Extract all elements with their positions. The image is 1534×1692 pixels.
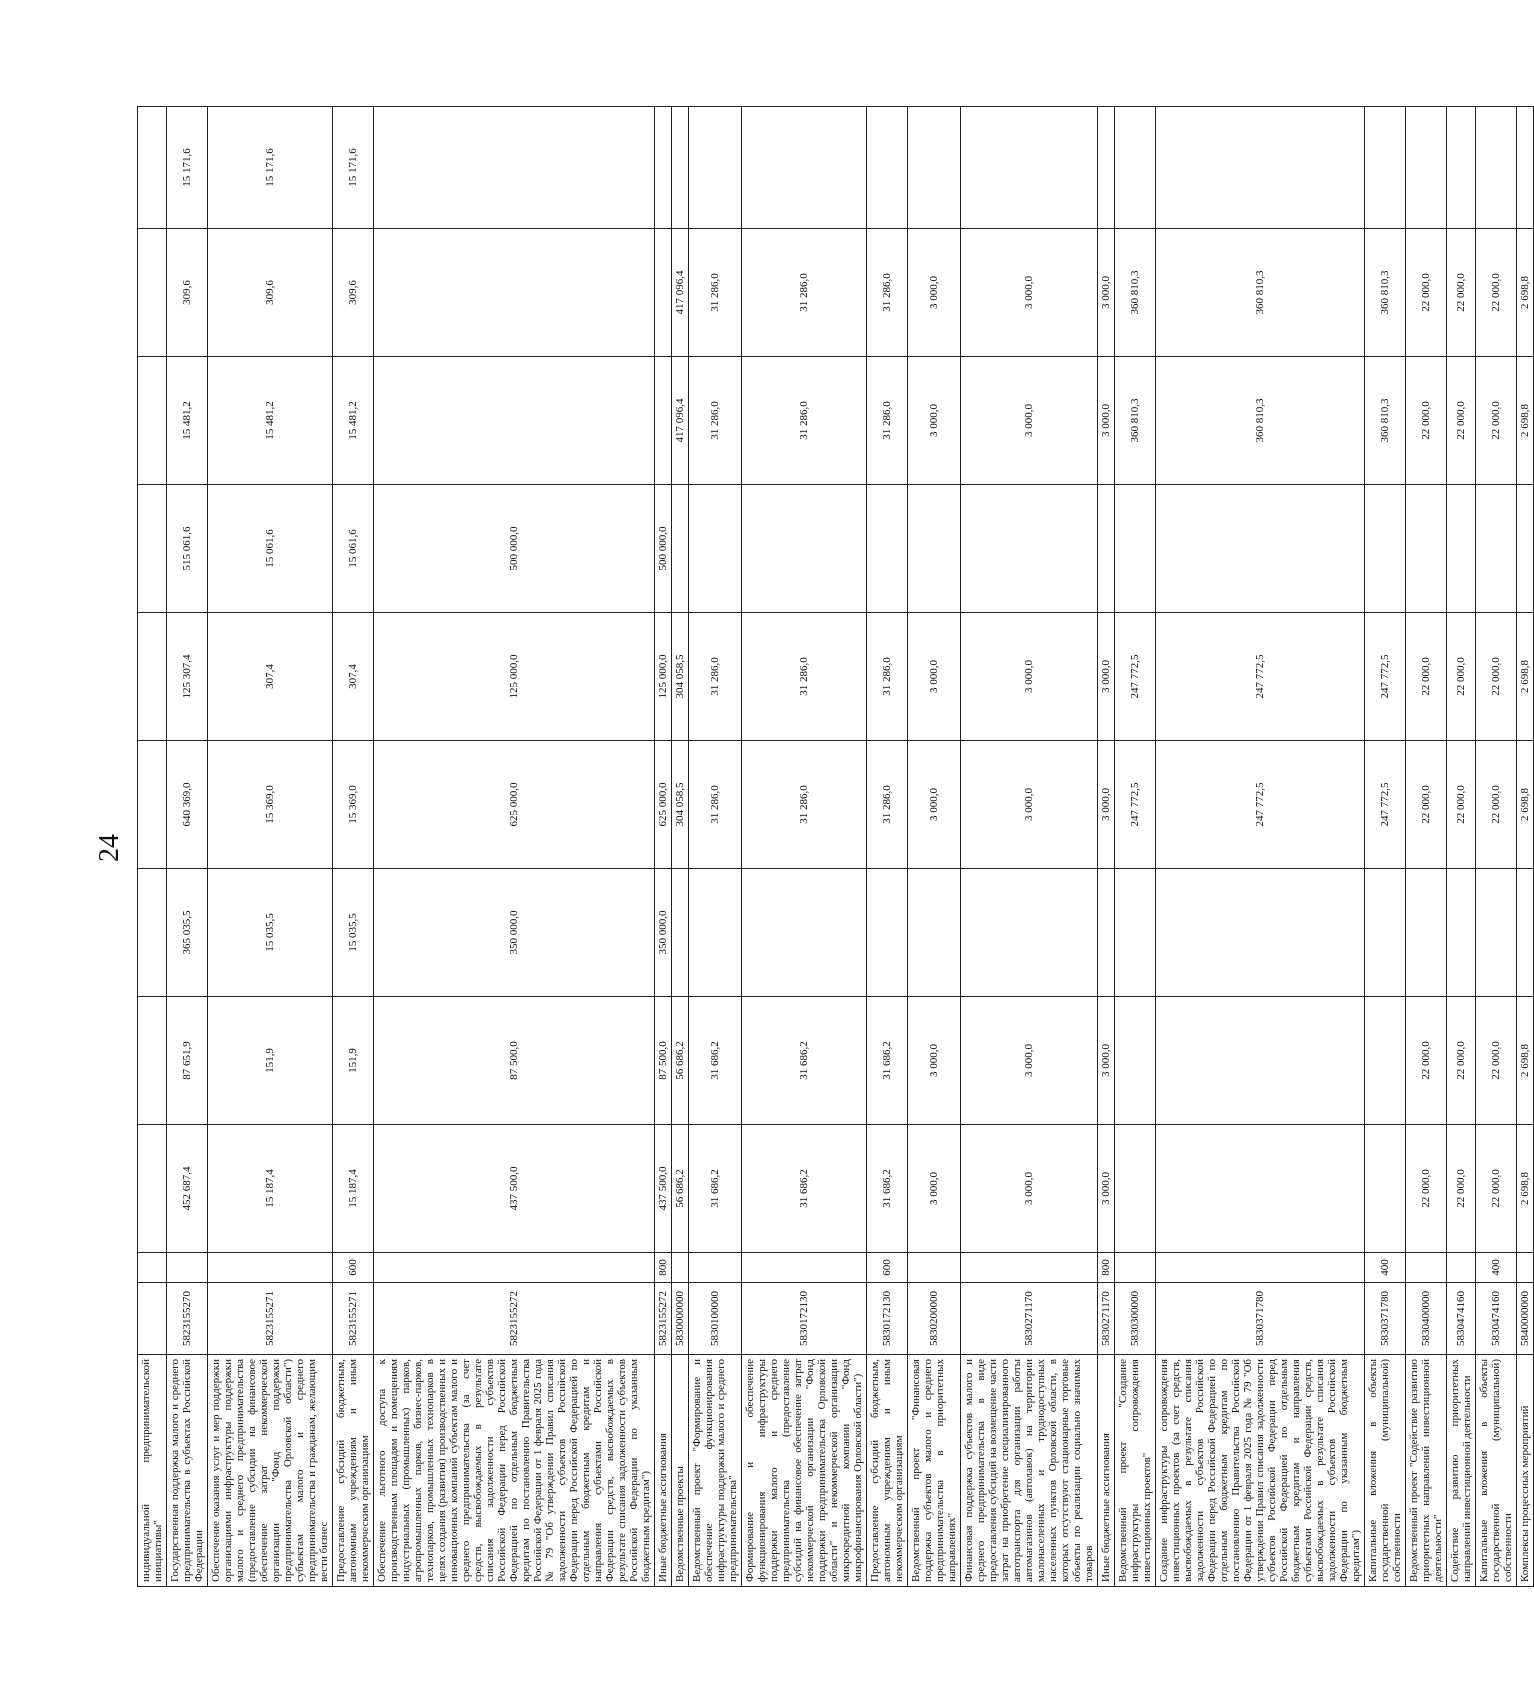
page-number: 24 bbox=[94, 834, 125, 862]
amount-cell: 15 171,6 bbox=[167, 107, 208, 229]
target-article-code-cell: 5830271170 bbox=[961, 1283, 1098, 1355]
target-article-code-cell: 5830172130 bbox=[867, 1283, 908, 1355]
amount-cell: 625 000,0 bbox=[374, 741, 655, 869]
amount-cell: 3 000,0 bbox=[1098, 997, 1115, 1125]
amount-cell: 365 035,5 bbox=[167, 869, 208, 997]
amount-cell bbox=[138, 613, 167, 741]
table-body bbox=[138, 107, 1534, 1587]
amount-cell: 22 000,0 bbox=[1406, 357, 1447, 485]
expense-type-cell bbox=[1156, 1253, 1365, 1283]
amount-cell: 304 058,5 bbox=[672, 741, 689, 869]
table-row bbox=[1156, 107, 1365, 1587]
amount-cell bbox=[1447, 107, 1476, 229]
amount-cell bbox=[655, 229, 672, 357]
expense-type-cell bbox=[672, 1253, 689, 1283]
amount-cell: 31 286,0 bbox=[689, 741, 742, 869]
amount-cell bbox=[1406, 869, 1447, 997]
amount-cell bbox=[1365, 997, 1406, 1125]
amount-cell bbox=[1476, 107, 1517, 229]
amount-cell: 3 000,0 bbox=[1098, 613, 1115, 741]
expense-type-cell: 800 bbox=[655, 1253, 672, 1283]
amount-cell: 31 286,0 bbox=[742, 229, 867, 357]
amount-cell: 515 061,6 bbox=[167, 485, 208, 613]
amount-cell: 31 286,0 bbox=[867, 741, 908, 869]
amount-cell bbox=[138, 997, 167, 1125]
amount-cell bbox=[1115, 485, 1156, 613]
amount-cell: 22 000,0 bbox=[1476, 357, 1517, 485]
amount-cell bbox=[374, 357, 655, 485]
amount-cell: 2 698,8 bbox=[1517, 1125, 1534, 1253]
table-row bbox=[167, 107, 208, 1587]
amount-cell bbox=[1447, 869, 1476, 997]
amount-cell bbox=[961, 869, 1098, 997]
amount-cell bbox=[1365, 107, 1406, 229]
amount-cell: 3 000,0 bbox=[1098, 1125, 1115, 1253]
amount-cell bbox=[1156, 1125, 1365, 1253]
amount-cell: 3 000,0 bbox=[961, 357, 1098, 485]
amount-cell: 3 000,0 bbox=[908, 613, 961, 741]
row-name-cell: Ведомственный проект "Финансовая поддержка субъектов малого и среднего предпринимательства в приоритетных направлениях" bbox=[908, 1355, 961, 1587]
amount-cell bbox=[742, 107, 867, 229]
amount-cell: 31 286,0 bbox=[867, 613, 908, 741]
amount-cell: 3 000,0 bbox=[961, 613, 1098, 741]
target-article-code-cell: 5830200000 bbox=[908, 1283, 961, 1355]
table-row bbox=[1365, 107, 1406, 1587]
row-name-cell: Формирование и обеспечение функционирования инфраструктуры поддержки малого и среднего предпринимательства (предоставление субсидий на финансовое обеспечение затрат некоммерческой организации "Фонд поддержки предпринимательства Орловской области" и некоммерческой организации микрокредитной компании "Фонд микрофинансирования Орловской области") bbox=[742, 1355, 867, 1587]
amount-cell: 2 698,8 bbox=[1517, 357, 1534, 485]
amount-cell bbox=[908, 485, 961, 613]
amount-cell: 3 000,0 bbox=[1098, 741, 1115, 869]
table-row bbox=[867, 107, 908, 1587]
rotated-table-container bbox=[137, 107, 1531, 1587]
table-row bbox=[655, 107, 672, 1587]
row-name-cell: Обеспечение оказания услуг и мер поддержки организациями инфраструктуры поддержки малого и среднего предпринимательства (предоставление субсидии на финансовое обеспечение затрат некоммерческой организации "Фонд поддержки предпринимательства Орловской области") субъектам малого и среднего предпринимательства и гражданам, желающим вести бизнес bbox=[208, 1355, 333, 1587]
amount-cell: 3 000,0 bbox=[961, 997, 1098, 1125]
amount-cell: 15 035,5 bbox=[208, 869, 333, 997]
target-article-code-cell: 5823155272 bbox=[655, 1283, 672, 1355]
amount-cell: 3 000,0 bbox=[908, 1125, 961, 1253]
amount-cell: 22 000,0 bbox=[1406, 741, 1447, 869]
target-article-code-cell: 5823155270 bbox=[167, 1283, 208, 1355]
amount-cell: 15 171,6 bbox=[333, 107, 374, 229]
amount-cell: 125 000,0 bbox=[655, 613, 672, 741]
expense-type-cell bbox=[908, 1253, 961, 1283]
amount-cell: 87 651,9 bbox=[167, 997, 208, 1125]
amount-cell bbox=[1115, 997, 1156, 1125]
amount-cell: 3 000,0 bbox=[908, 997, 961, 1125]
amount-cell: 500 000,0 bbox=[655, 485, 672, 613]
amount-cell: 247 772,5 bbox=[1115, 613, 1156, 741]
amount-cell: 437 500,0 bbox=[655, 1125, 672, 1253]
amount-cell: 15 187,4 bbox=[333, 1125, 374, 1253]
table-row bbox=[1115, 107, 1156, 1587]
amount-cell: 15 035,5 bbox=[333, 869, 374, 997]
row-name-cell: Обеспечение льготного доступа к производственным площадям и помещениям индустриальных (промышленных) парков, агропромышленных парков, бизнес-парков, технопарков, промышленных технопарков в целях создания (развития) производственных и инновационных компаний субъектам малого и среднего предпринимательства (за счет средств, высвобождаемых в результате списания задолженности субъектов Российской Федерации перед Российской Федерацией по отдельным бюджетным кредитам по постановлению Правительства Российской Федерации от 1 февраля 2025 года № 79 "Об утверждении Правил списания задолженности субъектов Российской Федерации перед Российской Федерацией по отдельным бюджетным кредитам и направления субъектами Российской Федерации средств, высвобождаемых в результате списания задолженности субъектов Российской Федерации по указанным бюджетным кредитам") bbox=[374, 1355, 655, 1587]
target-article-code-cell: 5823155271 bbox=[208, 1283, 333, 1355]
amount-cell bbox=[1098, 869, 1115, 997]
amount-cell: 452 687,4 bbox=[167, 1125, 208, 1253]
amount-cell: 31 286,0 bbox=[689, 613, 742, 741]
amount-cell: 87 500,0 bbox=[655, 997, 672, 1125]
amount-cell bbox=[1156, 107, 1365, 229]
amount-cell bbox=[689, 107, 742, 229]
target-article-code-cell bbox=[138, 1283, 167, 1355]
expense-type-cell bbox=[208, 1253, 333, 1283]
amount-cell: 56 686,2 bbox=[672, 997, 689, 1125]
target-article-code-cell: 5830172130 bbox=[742, 1283, 867, 1355]
expense-type-cell: 800 bbox=[1098, 1253, 1115, 1283]
expense-type-cell bbox=[1115, 1253, 1156, 1283]
row-name-cell: Финансовая поддержка субъектов малого и среднего предпринимательства в виде предоставления субсидий на возмещение части затрат на приобретение специализированного автотранспорта для организации работы автомагазинов (автолавок) на территории малонаселенных и труднодоступных населенных пунктов Орловской области, в которых отсутствуют стационарные торговые объекты по реализации социально значимых товаров bbox=[961, 1355, 1098, 1587]
row-name-cell: Капитальные вложения в объекты государственной (муниципальной) собственности bbox=[1476, 1355, 1517, 1587]
amount-cell: 31 286,0 bbox=[689, 357, 742, 485]
amount-cell bbox=[655, 357, 672, 485]
target-article-code-cell: 5823155272 bbox=[374, 1283, 655, 1355]
target-article-code-cell: 5830271170 bbox=[1098, 1283, 1115, 1355]
amount-cell: 125 000,0 bbox=[374, 613, 655, 741]
amount-cell: 3 000,0 bbox=[961, 1125, 1098, 1253]
target-article-code-cell: 5830474160 bbox=[1447, 1283, 1476, 1355]
amount-cell bbox=[867, 485, 908, 613]
amount-cell: 22 000,0 bbox=[1447, 741, 1476, 869]
amount-cell: 31 686,2 bbox=[689, 997, 742, 1125]
amount-cell: 360 810,3 bbox=[1156, 357, 1365, 485]
amount-cell bbox=[1115, 869, 1156, 997]
table-row bbox=[1098, 107, 1115, 1587]
amount-cell bbox=[138, 229, 167, 357]
amount-cell bbox=[1406, 485, 1447, 613]
amount-cell: 22 000,0 bbox=[1447, 613, 1476, 741]
amount-cell bbox=[138, 1125, 167, 1253]
amount-cell bbox=[138, 869, 167, 997]
amount-cell: 15 187,4 bbox=[208, 1125, 333, 1253]
amount-cell: 31 286,0 bbox=[689, 229, 742, 357]
amount-cell: 2 698,8 bbox=[1517, 997, 1534, 1125]
table-row bbox=[742, 107, 867, 1587]
amount-cell: 22 000,0 bbox=[1476, 229, 1517, 357]
amount-cell: 307,4 bbox=[208, 613, 333, 741]
table-row bbox=[208, 107, 333, 1587]
budget-table bbox=[137, 106, 1534, 1587]
amount-cell bbox=[1156, 997, 1365, 1125]
expense-type-cell: 400 bbox=[1476, 1253, 1517, 1283]
amount-cell: 31 686,2 bbox=[867, 997, 908, 1125]
amount-cell bbox=[908, 869, 961, 997]
amount-cell bbox=[1406, 107, 1447, 229]
amount-cell bbox=[672, 107, 689, 229]
table-row bbox=[333, 107, 374, 1587]
expense-type-cell bbox=[742, 1253, 867, 1283]
target-article-code-cell: 5823155271 bbox=[333, 1283, 374, 1355]
amount-cell: 360 810,3 bbox=[1365, 357, 1406, 485]
expense-type-cell bbox=[138, 1253, 167, 1283]
amount-cell: 22 000,0 bbox=[1476, 1125, 1517, 1253]
amount-cell bbox=[374, 229, 655, 357]
table-row bbox=[1517, 107, 1534, 1587]
amount-cell bbox=[742, 485, 867, 613]
amount-cell: 87 500,0 bbox=[374, 997, 655, 1125]
target-article-code-cell: 5830371780 bbox=[1365, 1283, 1406, 1355]
amount-cell: 3 000,0 bbox=[908, 741, 961, 869]
amount-cell bbox=[138, 485, 167, 613]
amount-cell: 309,6 bbox=[333, 229, 374, 357]
amount-cell: 247 772,5 bbox=[1156, 613, 1365, 741]
amount-cell: 31 286,0 bbox=[742, 613, 867, 741]
row-name-cell: Капитальные вложения в объекты государственной (муниципальной) собственности bbox=[1365, 1355, 1406, 1587]
amount-cell bbox=[1365, 485, 1406, 613]
amount-cell: 22 000,0 bbox=[1406, 613, 1447, 741]
amount-cell bbox=[138, 741, 167, 869]
row-name-cell: Ведомственный проект "Формирование и обеспечение функционирования инфраструктуры поддержки малого и среднего предпринимательства" bbox=[689, 1355, 742, 1587]
row-name-cell: Комплексы процессных мероприятий bbox=[1517, 1355, 1534, 1587]
amount-cell: 31 286,0 bbox=[742, 741, 867, 869]
table-row bbox=[961, 107, 1098, 1587]
target-article-code-cell: 5840000000 bbox=[1517, 1283, 1534, 1355]
amount-cell: 350 000,0 bbox=[655, 869, 672, 997]
amount-cell bbox=[961, 107, 1098, 229]
amount-cell bbox=[689, 869, 742, 997]
amount-cell: 2 698,8 bbox=[1517, 741, 1534, 869]
amount-cell: 15 369,0 bbox=[208, 741, 333, 869]
amount-cell: 500 000,0 bbox=[374, 485, 655, 613]
amount-cell bbox=[138, 107, 167, 229]
row-name-cell: Государственная поддержка малого и среднего предпринимательства в субъектах Российской Федерации bbox=[167, 1355, 208, 1587]
amount-cell: 3 000,0 bbox=[961, 741, 1098, 869]
target-article-code-cell: 5830474160 bbox=[1476, 1283, 1517, 1355]
row-name-cell: Предоставление субсидий бюджетным, автономным учреждениям и иным некоммерческим организациям bbox=[867, 1355, 908, 1587]
amount-cell: 247 772,5 bbox=[1115, 741, 1156, 869]
amount-cell: 22 000,0 bbox=[1447, 229, 1476, 357]
amount-cell: 22 000,0 bbox=[1447, 997, 1476, 1125]
amount-cell: 360 810,3 bbox=[1156, 229, 1365, 357]
amount-cell: 3 000,0 bbox=[908, 357, 961, 485]
amount-cell: 360 810,3 bbox=[1365, 229, 1406, 357]
amount-cell: 309,6 bbox=[167, 229, 208, 357]
amount-cell: 31 286,0 bbox=[867, 357, 908, 485]
table-row bbox=[138, 107, 167, 1587]
amount-cell: 437 500,0 bbox=[374, 1125, 655, 1253]
amount-cell: 15 171,6 bbox=[208, 107, 333, 229]
amount-cell: 3 000,0 bbox=[1098, 229, 1115, 357]
table-row bbox=[672, 107, 689, 1587]
table-row bbox=[1476, 107, 1517, 1587]
amount-cell: 31 686,2 bbox=[742, 997, 867, 1125]
amount-cell bbox=[1098, 107, 1115, 229]
expense-type-cell bbox=[1447, 1253, 1476, 1283]
amount-cell bbox=[1476, 485, 1517, 613]
amount-cell: 309,6 bbox=[208, 229, 333, 357]
expense-type-cell bbox=[167, 1253, 208, 1283]
amount-cell: 15 061,6 bbox=[208, 485, 333, 613]
amount-cell: 56 686,2 bbox=[672, 1125, 689, 1253]
amount-cell: 22 000,0 bbox=[1406, 229, 1447, 357]
table-row bbox=[689, 107, 742, 1587]
amount-cell: 625 000,0 bbox=[655, 741, 672, 869]
target-article-code-cell: 5830000000 bbox=[672, 1283, 689, 1355]
table-row bbox=[374, 107, 655, 1587]
target-article-code-cell: 5830100000 bbox=[689, 1283, 742, 1355]
target-article-code-cell: 5830300000 bbox=[1115, 1283, 1156, 1355]
amount-cell: 22 000,0 bbox=[1476, 741, 1517, 869]
amount-cell: 22 000,0 bbox=[1406, 1125, 1447, 1253]
amount-cell: 151,9 bbox=[208, 997, 333, 1125]
row-name-cell: индивидуальной предпринимательской инициативы" bbox=[138, 1355, 167, 1587]
amount-cell bbox=[672, 485, 689, 613]
amount-cell bbox=[655, 107, 672, 229]
row-name-cell: Иные бюджетные ассигнования bbox=[655, 1355, 672, 1587]
amount-cell bbox=[908, 107, 961, 229]
amount-cell bbox=[1476, 869, 1517, 997]
amount-cell bbox=[1447, 485, 1476, 613]
amount-cell bbox=[689, 485, 742, 613]
amount-cell bbox=[1365, 1125, 1406, 1253]
table-row bbox=[1447, 107, 1476, 1587]
amount-cell: 22 000,0 bbox=[1476, 997, 1517, 1125]
expense-type-cell bbox=[689, 1253, 742, 1283]
expense-type-cell: 600 bbox=[333, 1253, 374, 1283]
target-article-code-cell: 5830400000 bbox=[1406, 1283, 1447, 1355]
amount-cell: 15 481,2 bbox=[208, 357, 333, 485]
amount-cell: 2 698,8 bbox=[1517, 613, 1534, 741]
amount-cell: 15 061,6 bbox=[333, 485, 374, 613]
amount-cell: 15 481,2 bbox=[167, 357, 208, 485]
amount-cell: 247 772,5 bbox=[1365, 741, 1406, 869]
amount-cell bbox=[138, 357, 167, 485]
amount-cell: 350 000,0 bbox=[374, 869, 655, 997]
amount-cell bbox=[374, 107, 655, 229]
row-name-cell: Иные бюджетные ассигнования bbox=[1098, 1355, 1115, 1587]
amount-cell: 31 686,2 bbox=[689, 1125, 742, 1253]
amount-cell: 31 686,2 bbox=[742, 1125, 867, 1253]
row-name-cell: Содействие развитию приоритетных направлений инвестиционной деятельности bbox=[1447, 1355, 1476, 1587]
amount-cell: 22 000,0 bbox=[1406, 997, 1447, 1125]
amount-cell bbox=[961, 485, 1098, 613]
row-name-cell: Создание инфраструктуры сопровождения инвестиционных проектов (за счет средств, высвобождаемых в результате списания задолженности субъектов Российской Федерации перед Российской Федерацией по отдельным бюджетным кредитам по постановлению Правительства Российской Федерации от 1 февраля 2025 года № 79 "Об утверждении Правил списания задолженности субъектов Российской Федерации перед Российской Федерацией по отдельным бюджетным кредитам и направления субъектами Российской Федерации средств, высвобождаемых в результате списания задолженности субъектов Российской Федерации по указанным бюджетным кредитам") bbox=[1156, 1355, 1365, 1587]
amount-cell bbox=[672, 869, 689, 997]
amount-cell bbox=[1115, 107, 1156, 229]
amount-cell bbox=[867, 107, 908, 229]
amount-cell bbox=[1115, 1125, 1156, 1253]
amount-cell: 304 058,5 bbox=[672, 613, 689, 741]
amount-cell: 2 698,8 bbox=[1517, 229, 1534, 357]
table-row bbox=[1406, 107, 1447, 1587]
amount-cell: 417 096,4 bbox=[672, 229, 689, 357]
amount-cell: 247 772,5 bbox=[1156, 741, 1365, 869]
amount-cell bbox=[1098, 485, 1115, 613]
amount-cell: 3 000,0 bbox=[908, 229, 961, 357]
amount-cell: 3 000,0 bbox=[961, 229, 1098, 357]
target-article-code-cell: 5830371780 bbox=[1156, 1283, 1365, 1355]
amount-cell bbox=[1156, 869, 1365, 997]
amount-cell: 3 000,0 bbox=[1098, 357, 1115, 485]
amount-cell: 31 286,0 bbox=[742, 357, 867, 485]
amount-cell bbox=[1517, 107, 1534, 229]
expense-type-cell bbox=[1517, 1253, 1534, 1283]
expense-type-cell bbox=[1406, 1253, 1447, 1283]
amount-cell bbox=[1517, 869, 1534, 997]
amount-cell: 640 369,0 bbox=[167, 741, 208, 869]
amount-cell: 125 307,4 bbox=[167, 613, 208, 741]
row-name-cell: Ведомственные проекты bbox=[672, 1355, 689, 1587]
amount-cell: 22 000,0 bbox=[1447, 357, 1476, 485]
amount-cell: 15 369,0 bbox=[333, 741, 374, 869]
amount-cell: 417 096,4 bbox=[672, 357, 689, 485]
row-name-cell: Ведомственный проект "Создание инфраструктуры сопровождения инвестиционных проектов" bbox=[1115, 1355, 1156, 1587]
amount-cell: 15 481,2 bbox=[333, 357, 374, 485]
amount-cell bbox=[1156, 485, 1365, 613]
amount-cell bbox=[1365, 869, 1406, 997]
amount-cell: 151,9 bbox=[333, 997, 374, 1125]
amount-cell: 307,4 bbox=[333, 613, 374, 741]
row-name-cell: Ведомственный проект "Содействие развитию приоритетных направлений инвестиционной деятельности" bbox=[1406, 1355, 1447, 1587]
amount-cell: 22 000,0 bbox=[1447, 1125, 1476, 1253]
amount-cell: 22 000,0 bbox=[1476, 613, 1517, 741]
amount-cell: 247 772,5 bbox=[1365, 613, 1406, 741]
amount-cell: 31 286,0 bbox=[867, 229, 908, 357]
expense-type-cell bbox=[374, 1253, 655, 1283]
amount-cell: 360 810,3 bbox=[1115, 229, 1156, 357]
expense-type-cell bbox=[961, 1253, 1098, 1283]
row-name-cell: Предоставление субсидий бюджетным, автономным учреждениям и иным некоммерческим организациям bbox=[333, 1355, 374, 1587]
amount-cell: 360 810,3 bbox=[1115, 357, 1156, 485]
amount-cell: 31 686,2 bbox=[867, 1125, 908, 1253]
amount-cell bbox=[742, 869, 867, 997]
expense-type-cell: 400 bbox=[1365, 1253, 1406, 1283]
table-row bbox=[908, 107, 961, 1587]
amount-cell bbox=[867, 869, 908, 997]
expense-type-cell: 600 bbox=[867, 1253, 908, 1283]
amount-cell bbox=[1517, 485, 1534, 613]
